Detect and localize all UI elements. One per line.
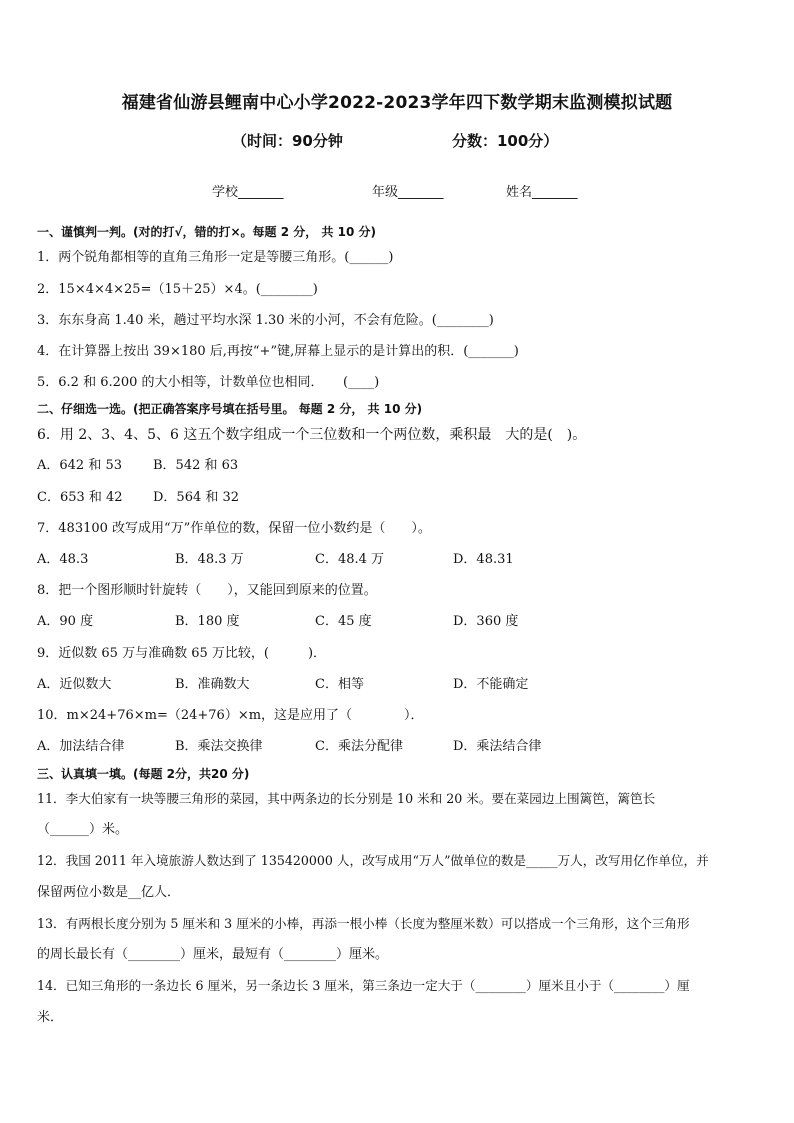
question-11-line-1: 11．李大伯家有一块等腰三角形的菜园，其中两条边的长分别是 10 米和 20 米。要在菜园边上围篱笆，篱笆长: [37, 791, 656, 806]
question-1: 1．两个锐角都相等的直角三角形一定是等腰三角形。(______): [37, 250, 394, 265]
question-9: 9．近似数 65 万与准确数 65 万比较，( )．: [37, 646, 327, 661]
q7-option-a: A．48.3: [37, 552, 89, 567]
q7-option-d: D．48.31: [453, 552, 514, 567]
question-12-line-2: 保留两位小数是__亿人．: [37, 885, 181, 900]
q8-option-a: A．90 度: [37, 614, 94, 629]
question-12-line-1: 12．我国 2011 年入境旅游人数达到了 135420000 人，改写成用“万人”做单位的数是_____万人，改写用亿作单位，并: [37, 853, 709, 868]
page-title: 福建省仙游县鲤南中心小学2022-2023学年四下数学期末监测模拟试题: [121, 93, 673, 113]
q6-option-b: B．542 和 63: [153, 458, 239, 473]
question-6: 6．用 2、3、4、5、6 这五个数字组成一个三位数和一个两位数，乘积最 大的是( )。: [37, 427, 587, 443]
question-7: 7．483100 改写成用“万”作单位的数，保留一位小数约是（ ）。: [37, 521, 431, 536]
exam-score: 分数：100分）: [452, 132, 559, 150]
q8-option-d: D．360 度: [453, 614, 519, 629]
q9-option-d: D．不能确定: [453, 677, 529, 692]
grade-field: 年级_______: [372, 185, 444, 200]
question-14-line-2: 米．: [37, 1010, 64, 1025]
section-heading-fill: 三、认真填一填。(每题 2分，共20 分): [37, 767, 250, 781]
q6-option-a: A．642 和 53: [37, 458, 123, 473]
exam-time: （时间：90分钟: [232, 132, 343, 150]
q9-option-a: A．近似数大: [37, 677, 112, 692]
name-field: 姓名_______: [506, 185, 578, 200]
question-11-line-2: （______）米。: [37, 822, 129, 837]
q6-option-d: D．564 和 32: [153, 490, 240, 505]
question-5: 5．6.2 和 6.200 的大小相等，计数单位也相同． (____): [37, 375, 380, 390]
q9-option-c: C．相等: [315, 677, 364, 692]
question-4: 4．在计算器上按出 39×180 后,再按“+”键,屏幕上显示的是计算出的积．(_______): [37, 344, 519, 359]
question-13-line-1: 13．有两根长度分别为 5 厘米和 3 厘米的小棒，再添一根小棒（长度为整厘米数）可以搭成一个三角形，这个三角形: [37, 916, 690, 931]
q6-option-c: C．653 和 42: [37, 490, 123, 505]
q10-option-b: B．乘法交换律: [175, 739, 263, 754]
section-heading-choose: 二、仔细选一选。(把正确答案序号填在括号里。 每题 2 分， 共 10 分): [37, 402, 423, 416]
q8-option-b: B．180 度: [175, 614, 240, 629]
q10-option-d: D．乘法结合律: [453, 739, 542, 754]
school-field: 学校_______: [212, 185, 284, 200]
q7-option-b: B．48.3 万: [175, 552, 244, 567]
q8-option-c: C．45 度: [315, 614, 372, 629]
question-2: 2．15×4×4×25=（15＋25）×4。(________): [37, 282, 318, 297]
question-14-line-1: 14．已知三角形的一条边长 6 厘米，另一条边长 3 厘米，第三条边一定大于（________）厘米且小于（________）厘: [37, 978, 690, 993]
section-heading-judge: 一、谨慎判一判。(对的打√，错的打×。每题 2 分， 共 10 分): [37, 225, 376, 239]
q7-option-c: C．48.4 万: [315, 552, 385, 567]
question-13-line-2: 的周长最长有（________）厘米，最短有（________）厘米。: [37, 947, 389, 962]
q9-option-b: B．准确数大: [175, 677, 250, 692]
q10-option-c: C．乘法分配律: [315, 739, 403, 754]
question-3: 3．东东身高 1.40 米，趟过平均水深 1.30 米的小河，不会有危险。(________): [37, 313, 494, 328]
question-8: 8．把一个图形顺时针旋转（ ），又能回到原来的位置。: [37, 583, 377, 598]
q10-option-a: A．加法结合律: [37, 739, 125, 754]
question-10: 10．m×24+76×m=（24+76）×m，这是应用了（ ）．: [37, 708, 424, 723]
